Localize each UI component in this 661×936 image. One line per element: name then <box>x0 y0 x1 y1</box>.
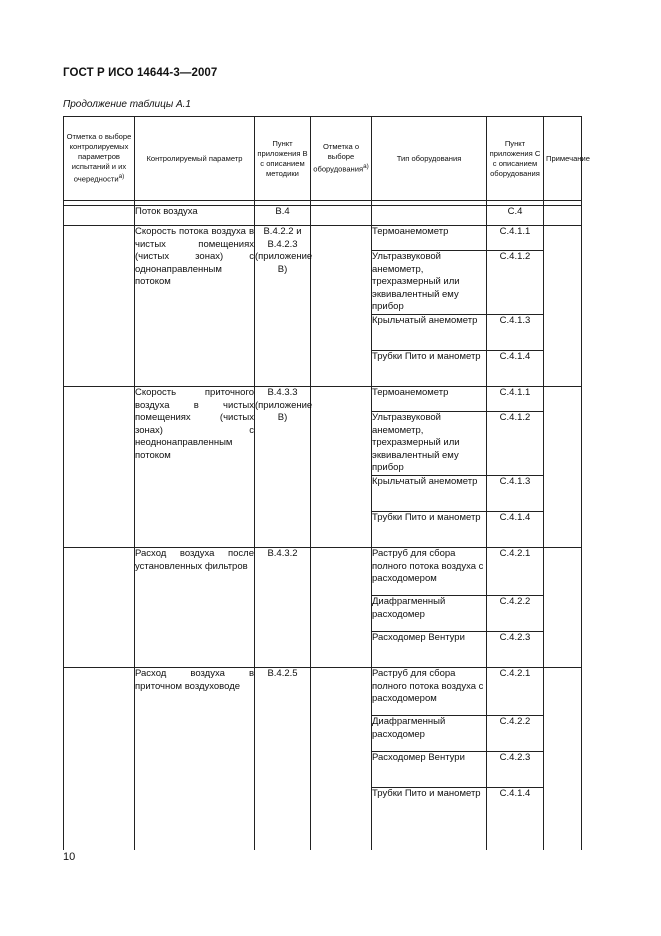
equipment-type-cell: Термоанемометр <box>372 386 487 411</box>
parameter-cell: Скорость приточного воздуха в чистых помещениях (чистых зонах) с неоднонаправленным потоком <box>135 386 255 547</box>
appendix-c-cell: С.4.2.3 <box>487 631 544 667</box>
header-note: Примечание <box>544 117 582 201</box>
header-parameter: Контролируемый параметр <box>135 117 255 201</box>
header-selection-mark: Отметка о выборе контролируемых параметров испытаний и их очередности$^{а)}$ <box>64 117 135 201</box>
appendix-c-cell: С.4.1.2 <box>487 411 544 475</box>
appendix-c-cell: С.4 <box>487 206 544 226</box>
parameter-cell: Скорость потока воздуха в чистых помещениях (чистых зонах) с однонаправленным потоком <box>135 226 255 387</box>
appendix-b-cell: В.4.2.2 и В.4.2.3 (приложение В) <box>255 226 311 387</box>
appendix-c-cell: С.4.1.4 <box>487 787 544 850</box>
equipment-type-cell: Диафрагменный расходомер <box>372 715 487 751</box>
appendix-b-cell: В.4.3.2 <box>255 547 311 667</box>
table-row <box>64 386 582 411</box>
parameter-cell: Поток воздуха <box>135 206 255 226</box>
parameter-cell: Расход воздуха после установленных фильтров <box>135 547 255 667</box>
table-row <box>64 226 582 251</box>
equipment-table <box>63 116 590 850</box>
table-caption: Продолжение таблицы А.1 <box>63 99 191 110</box>
equipment-type-cell: Ультразвуковой анемометр, трехразмерный или эквивалентный ему прибор <box>372 251 487 315</box>
equipment-type-cell: Крыльчатый анемометр <box>372 475 487 511</box>
table-row <box>64 547 582 595</box>
equipment-type-cell: Термоанемометр <box>372 226 487 251</box>
appendix-c-cell: С.4.1.1 <box>487 226 544 251</box>
appendix-c-cell: С.4.1.4 <box>487 350 544 386</box>
header-appendix-b-point: Пункт приложения В с описанием методики <box>255 117 311 201</box>
equipment-type-cell: Крыльчатый анемометр <box>372 314 487 350</box>
appendix-c-cell: С.4.1.2 <box>487 251 544 315</box>
appendix-c-cell: С.4.2.2 <box>487 715 544 751</box>
appendix-c-cell: С.4.2.2 <box>487 595 544 631</box>
page-number: 10 <box>63 851 76 863</box>
equipment-type-cell: Раструб для сбора полного потока воздуха с расходомером <box>372 667 487 715</box>
table-header-row <box>64 117 582 201</box>
appendix-c-cell: С.4.2.1 <box>487 547 544 595</box>
appendix-b-cell: В.4.3.3 (приложение В) <box>255 386 311 547</box>
header-equipment-mark: Отметка о выборе оборудования$^{а)}$ <box>311 117 372 201</box>
equipment-type-cell: Расходомер Вентури <box>372 751 487 787</box>
table-row <box>64 206 582 226</box>
equipment-type-cell: Раструб для сбора полного потока воздуха с расходомером <box>372 547 487 595</box>
equipment-type-cell: Расходомер Вентури <box>372 631 487 667</box>
appendix-c-cell: С.4.2.1 <box>487 667 544 715</box>
parameter-cell: Расход воздуха в приточном воздуховоде <box>135 667 255 850</box>
document-title: ГОСТ Р ИСО 14644-3—2007 <box>63 67 218 79</box>
equipment-type-cell: Трубки Пито и манометр <box>372 787 487 850</box>
appendix-b-cell: В.4.2.5 <box>255 667 311 850</box>
equipment-type-cell: Трубки Пито и манометр <box>372 511 487 547</box>
appendix-c-cell: С.4.1.1 <box>487 386 544 411</box>
appendix-c-cell: С.4.1.4 <box>487 511 544 547</box>
appendix-b-cell: В.4 <box>255 206 311 226</box>
equipment-type-cell: Диафрагменный расходомер <box>372 595 487 631</box>
table-row <box>64 667 582 715</box>
appendix-c-cell: С.4.1.3 <box>487 314 544 350</box>
header-appendix-c-point: Пункт приложения С с описанием оборудования <box>487 117 544 201</box>
header-equipment-type: Тип оборудования <box>372 117 487 201</box>
appendix-c-cell: С.4.1.3 <box>487 475 544 511</box>
appendix-c-cell: С.4.2.3 <box>487 751 544 787</box>
equipment-type-cell: Трубки Пито и манометр <box>372 350 487 386</box>
equipment-type-cell: Ультразвуковой анемометр, трехразмерный или эквивалентный ему прибор <box>372 411 487 475</box>
